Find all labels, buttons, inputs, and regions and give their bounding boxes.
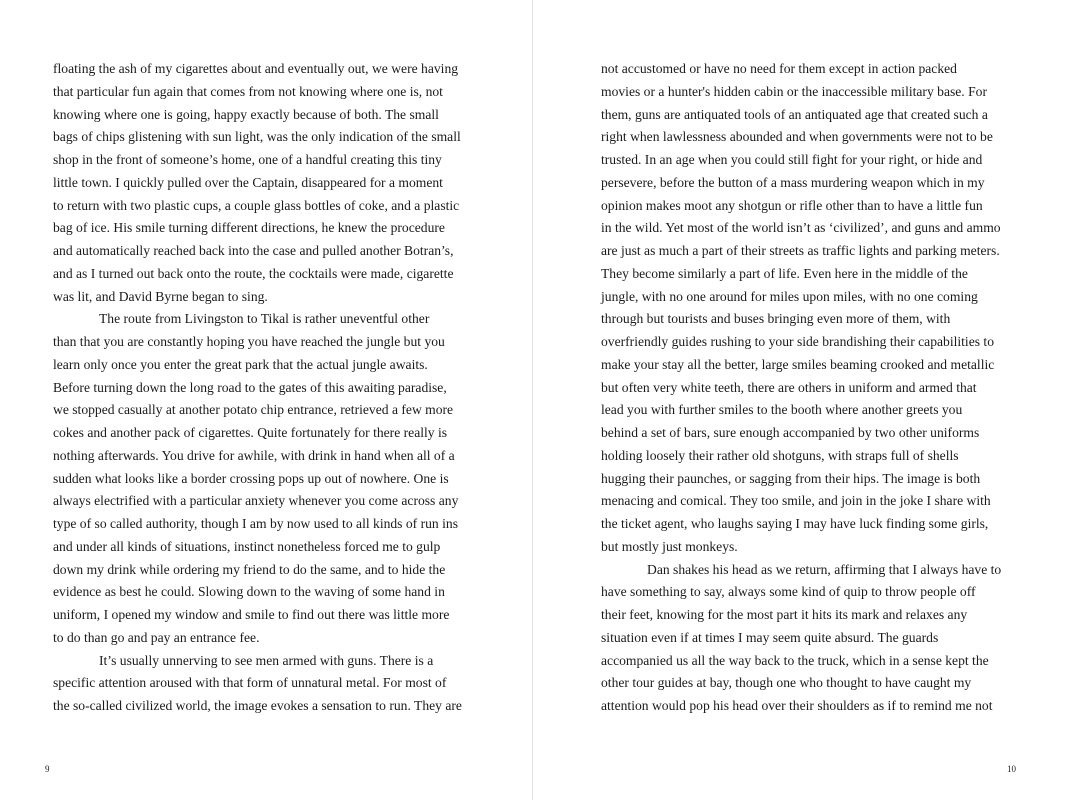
text-line: and as I turned out back onto the route, the cocktails were made, cigarette bbox=[53, 265, 454, 281]
text-line: attention would pop his head over their shoulders as if to remind me not bbox=[601, 698, 993, 713]
text-line: jungle, with no one around for miles upon miles, with no one coming bbox=[601, 288, 978, 304]
right-page-body bbox=[601, 58, 1019, 718]
text-line: overfriendly guides rushing to your side brandishing their capabilities to bbox=[601, 334, 995, 349]
text-line: little town. I quickly pulled over the Captain, disappeared for a moment bbox=[53, 174, 443, 190]
text-line: other tour guides at bay, though one who thought to have caught my bbox=[601, 675, 972, 691]
text-line: them, guns are antiquated tools of an antiquated age that created such a bbox=[601, 106, 988, 122]
paragraph-first-line: The route from Livingston to Tikal is rather uneventful other bbox=[99, 311, 430, 327]
text-line: type of so called authority, though I am by now used to all kinds of run ins bbox=[53, 516, 458, 531]
text-line: accompanied us all the way back to the truck, which in a sense kept the bbox=[601, 652, 989, 668]
text-line: but mostly just monkeys. bbox=[601, 538, 738, 554]
text-line: bags of chips glistening with sun light, was the only indication of the small bbox=[53, 129, 461, 145]
text-line: not accustomed or have no need for them except in action packed bbox=[601, 61, 957, 76]
text-line: persevere, before the button of a mass murdering weapon which in my bbox=[601, 174, 985, 190]
paragraph-first-line: Dan shakes his head as we return, affirming that I always have to bbox=[647, 561, 1002, 577]
text-line: than that you are constantly hoping you have reached the jungle but you bbox=[53, 334, 445, 349]
text-line: and under all kinds of situations, instinct nonetheless forced me to gulp bbox=[53, 538, 441, 554]
text-line: was lit, and David Byrne began to sing. bbox=[53, 288, 268, 304]
text-line: lead you with further smiles to the booth where another greets you bbox=[601, 402, 963, 418]
text-line: to do than go and pay an entrance fee. bbox=[53, 629, 260, 645]
text-line: nothing afterwards. You drive for awhile, with drink in hand when all of a bbox=[53, 447, 455, 463]
text-line: the ticket agent, who laughs saying I may have luck finding some girls, bbox=[601, 516, 989, 531]
text-line: down my drink while ordering my friend to do the same, and to hide the bbox=[53, 561, 446, 577]
text-line: their feet, knowing for the most part it hits its mark and relaxes any bbox=[601, 607, 968, 622]
text-line: specific attention aroused with that form of unnatural metal. For most of bbox=[53, 675, 447, 691]
text-line: They become similarly a part of life. Even here in the middle of the bbox=[601, 265, 968, 281]
left-page-body bbox=[53, 58, 479, 718]
text-line: floating the ash of my cigarettes about and eventually out, we were having bbox=[53, 61, 459, 76]
text-line: to return with two plastic cups, a couple glass bottles of coke, and a plastic bbox=[53, 197, 460, 213]
left-page bbox=[0, 0, 532, 800]
text-line: have something to say, always some kind of quip to throw people off bbox=[601, 584, 976, 600]
text-line: make your stay all the better, large smiles beaming crooked and metallic bbox=[601, 356, 995, 372]
text-line: menacing and comical. They too smile, and join in the joke I share with bbox=[601, 493, 991, 509]
text-line: but often very white teeth, there are others in uniform and armed that bbox=[601, 379, 977, 395]
paragraph-first-line: It’s usually unnerving to see men armed with guns. There is a bbox=[99, 652, 434, 668]
text-line: through but tourists and buses bringing even more of them, with bbox=[601, 311, 951, 327]
text-line: sudden what looks like a border crossing pops up out of nowhere. One is bbox=[53, 470, 449, 486]
text-line: in the wild. Yet most of the world isn’t as ‘civilized’, and guns and ammo bbox=[601, 220, 1001, 236]
text-line: behind a set of bars, sure enough accompanied by two other uniforms bbox=[601, 425, 980, 440]
text-line: that particular fun again that comes from not knowing where one is, not bbox=[53, 83, 443, 99]
right-page bbox=[533, 0, 1065, 800]
text-line: the so-called civilized world, the image evokes a sensation to run. They are bbox=[53, 698, 462, 713]
text-line: and automatically reached back into the case and pulled another Botran’s, bbox=[53, 243, 454, 258]
text-line: bag of ice. His smile turning different directions, he knew the procedure bbox=[53, 220, 445, 236]
text-line: movies or a hunter's hidden cabin or the inaccessible military base. For bbox=[601, 83, 987, 99]
text-line: holding loosely their rather old shotguns, with straps full of shells bbox=[601, 447, 959, 463]
text-line: shop in the front of someone’s home, one of a handful creating this tiny bbox=[53, 152, 442, 167]
page-number: 9 bbox=[45, 764, 50, 774]
text-line: situation even if at times I may seem quite absurd. The guards bbox=[601, 629, 939, 645]
text-line: opinion makes moot any shotgun or rifle other than to have a little fun bbox=[601, 197, 983, 213]
text-line: trusted. In an age when you could still fight for your right, or hide and bbox=[601, 152, 983, 167]
text-line: knowing where one is going, happy exactly because of both. The small bbox=[53, 106, 439, 122]
page-number: 10 bbox=[1007, 764, 1016, 774]
text-line: uniform, I opened my window and smile to find out there was little more bbox=[53, 607, 450, 622]
text-line: Before turning down the long road to the gates of this awaiting paradise, bbox=[53, 379, 447, 395]
text-line: always electrified with a particular anxiety whenever you come across any bbox=[53, 493, 459, 509]
text-line: are just as much a part of their streets as traffic lights and parking meters. bbox=[601, 243, 1000, 258]
text-line: we stopped casually at another potato chip entrance, retrieved a few more bbox=[53, 402, 454, 418]
text-line: evidence as best he could. Slowing down to the waving of some hand in bbox=[53, 584, 445, 600]
text-line: hugging their paunches, or sagging from their hips. The image is both bbox=[601, 470, 981, 486]
text-line: learn only once you enter the great park that the actual jungle awaits. bbox=[53, 356, 428, 372]
text-line: cokes and another pack of cigarettes. Quite fortunately for there really is bbox=[53, 425, 448, 440]
text-line: right when lawlessness abounded and when governments were not to be bbox=[601, 129, 993, 145]
